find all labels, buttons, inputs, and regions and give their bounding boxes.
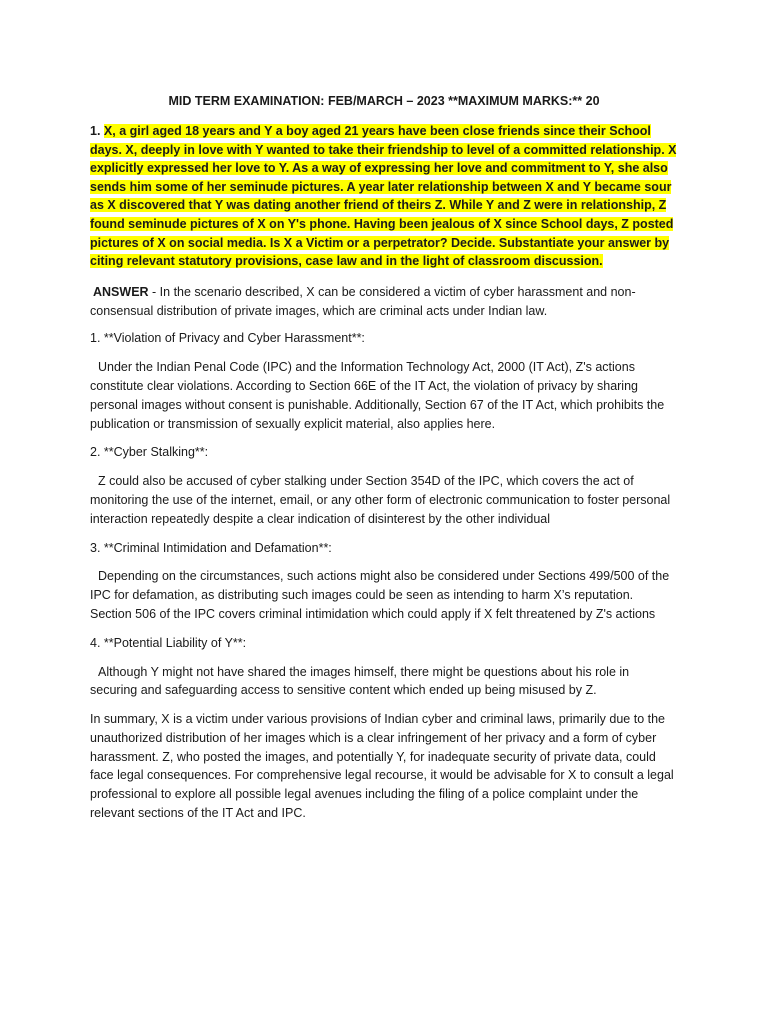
exam-title: MID TERM EXAMINATION: FEB/MARCH – 2023 **MAXIMUM MARKS:** 20 [168, 94, 600, 108]
section-body-4: Although Y might not have shared the images himself, there might be questions about his role in securing and safeguarding access to sensitive content which ended up being misused by Z. [90, 664, 630, 698]
section-heading-3: 3. **Criminal Intimidation and Defamation**: [90, 540, 332, 555]
answer-text: - In the scenario described, X can be considered a victim of cyber harassment and non-consensual distribution of private images, which are criminal acts under Indian law. [90, 284, 636, 318]
section-heading-1: 1. **Violation of Privacy and Cyber Harassment**: [90, 331, 365, 346]
section-heading-2: 2. **Cyber Stalking**: [90, 445, 209, 460]
question-1 [90, 122, 678, 271]
section-body-3: Depending on the circumstances, such actions might also be considered under Sections 499/500 of the IPC for defamation, as distributing such images could be seen as intending to harm X’s reputation. Section 506 of the IPC covers criminal intimidation which could apply if X felt threatened by Z's actions [90, 569, 670, 621]
answer-label: ANSWER [93, 284, 149, 299]
summary-paragraph: In summary, X is a victim under various provisions of Indian cyber and criminal laws, primarily due to the unauthorized distribution of her images which is a clear infringement of her privacy and a form of cyber harassment. Z, who posted the images, and potentially Y, for inadequate security of private data, could face legal consequences. For comprehensive legal recourse, it would be advisable for X to consult a legal professional to explore all possible legal avenues including the filing of a police complaint under the relevant sections of the IT Act and IPC. [90, 712, 674, 821]
question-text: X, a girl aged 18 years and Y a boy aged 21 years have been close friends since their School days. X, deeply in love with Y wanted to take their friendship to level of a committed relationship. X explicitly expressed her love to Y. As a way of expressing her love and commitment to Y, she also sends him some of her seminude pictures. A year later relationship between X and Y became sour as X discovered that Y was dating another friend of theirs Z. While Y and Z were in relationship, Z found seminude pictures of X on Y's phone. Having been jealous of X since School days, Z posted pictures of X on social media. Is X a Victim or a perpetrator? Decide. Substantiate your answer by citing relevant statutory provisions, case law and in the light of classroom discussion. [90, 124, 677, 269]
answer-intro [90, 283, 678, 321]
section-body-2: Z could also be accused of cyber stalking under Section 354D of the IPC, which covers the act of monitoring the use of the internet, email, or any other form of electronic communication to foster personal interaction repeatedly despite a clear indication of disinterest by the other individual [90, 474, 671, 526]
section-heading-4: 4. **Potential Liability of Y**: [90, 635, 247, 650]
section-body-1: Under the Indian Penal Code (IPC) and the Information Technology Act, 2000 (IT Act), Z's actions constitute clear violations. According to Section 66E of the IT Act, the violation of privacy by sharing personal images without consent is punishable. Additionally, Section 67 of the IT Act, which prohibits the publication or transmission of sexually explicit material, also applies here. [90, 360, 665, 431]
question-number: 1. [90, 124, 104, 138]
